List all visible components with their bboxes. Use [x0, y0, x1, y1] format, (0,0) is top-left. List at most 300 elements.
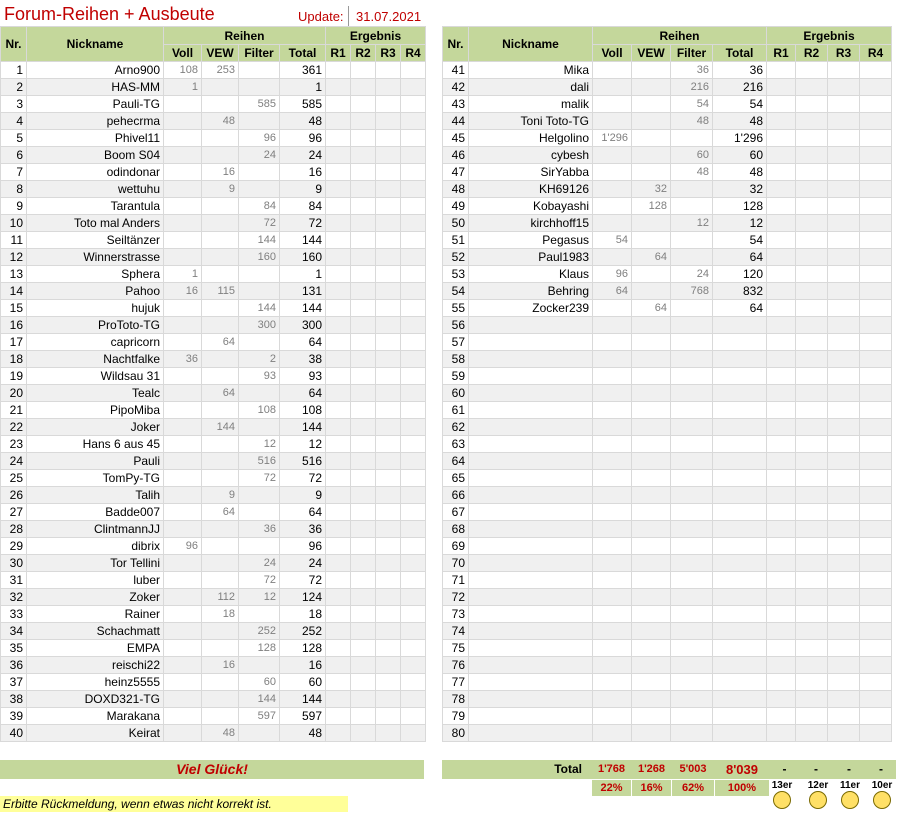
row-filter: [239, 504, 280, 521]
row-r1: [326, 504, 351, 521]
row-r4: [401, 640, 426, 657]
row-r3: [828, 283, 860, 300]
row-filter: 54: [671, 96, 713, 113]
row-filter: 516: [239, 453, 280, 470]
row-vew: 253: [202, 62, 239, 79]
row-nickname: Nachtfalke: [27, 351, 164, 368]
table-spacer-row: [443, 742, 892, 759]
row-nr: 64: [443, 453, 469, 470]
row-vew: 128: [632, 198, 671, 215]
row-r2: [796, 351, 828, 368]
row-r2: [351, 215, 376, 232]
row-nr: 46: [443, 147, 469, 164]
row-r4: [860, 419, 892, 436]
row-r1: [326, 62, 351, 79]
row-voll: [164, 725, 202, 742]
row-filter: 144: [239, 691, 280, 708]
table-row: [443, 232, 892, 249]
row-nr: 72: [443, 589, 469, 606]
row-nickname: capricorn: [27, 334, 164, 351]
row-nr: 39: [1, 708, 27, 725]
table-row: [1, 385, 426, 402]
row-r1: [326, 164, 351, 181]
row-nickname: Kobayashi: [469, 198, 593, 215]
row-vew: [632, 232, 671, 249]
row-voll: [593, 521, 632, 538]
row-r4: [860, 96, 892, 113]
row-r2: [351, 113, 376, 130]
row-r2: [796, 691, 828, 708]
row-voll: [593, 640, 632, 657]
table-row: [443, 198, 892, 215]
row-vew: [632, 402, 671, 419]
row-r3: [828, 606, 860, 623]
row-total: [713, 317, 767, 334]
table-row: [1, 181, 426, 198]
row-vew: [202, 232, 239, 249]
row-r2: [796, 198, 828, 215]
row-vew: [632, 266, 671, 283]
row-r1: [767, 623, 796, 640]
row-r1: [326, 708, 351, 725]
row-voll: 108: [164, 62, 202, 79]
row-r4: [401, 623, 426, 640]
row-vew: [202, 147, 239, 164]
row-filter: [671, 708, 713, 725]
row-vew: 48: [202, 113, 239, 130]
row-vew: [632, 504, 671, 521]
row-r2: [796, 385, 828, 402]
table-row: [443, 504, 892, 521]
row-vew: [632, 606, 671, 623]
row-total: 16: [280, 657, 326, 674]
row-voll: 36: [164, 351, 202, 368]
row-r3: [376, 79, 401, 96]
row-voll: [164, 113, 202, 130]
row-total: 597: [280, 708, 326, 725]
row-r4: [401, 266, 426, 283]
row-nickname: Keirat: [27, 725, 164, 742]
row-total: [713, 419, 767, 436]
row-total: 54: [713, 232, 767, 249]
row-voll: [164, 232, 202, 249]
row-r3: [828, 419, 860, 436]
row-vew: [632, 691, 671, 708]
row-r3: [376, 62, 401, 79]
row-r2: [351, 317, 376, 334]
row-r4: [401, 402, 426, 419]
row-vew: [202, 130, 239, 147]
row-r3: [828, 453, 860, 470]
row-total: [713, 606, 767, 623]
row-nickname: [469, 402, 593, 419]
row-vew: [632, 589, 671, 606]
table-row: [1, 232, 426, 249]
row-nickname: Seiltänzer: [27, 232, 164, 249]
row-r1: [767, 283, 796, 300]
row-filter: [239, 181, 280, 198]
row-r3: [376, 368, 401, 385]
row-r3: [376, 351, 401, 368]
row-vew: [632, 147, 671, 164]
row-r3: [828, 623, 860, 640]
row-voll: [593, 334, 632, 351]
row-nr: 32: [1, 589, 27, 606]
row-r2: [351, 555, 376, 572]
row-filter: 160: [239, 249, 280, 266]
row-vew: [202, 538, 239, 555]
row-nickname: Toni Toto-TG: [469, 113, 593, 130]
row-voll: [593, 657, 632, 674]
row-nickname: Boom S04: [27, 147, 164, 164]
row-nickname: odindonar: [27, 164, 164, 181]
row-r1: [326, 147, 351, 164]
spacer-cell: [239, 742, 280, 759]
row-nickname: Marakana: [27, 708, 164, 725]
row-nickname: Joker: [27, 419, 164, 436]
col-r3: R3: [828, 45, 860, 62]
row-filter: [239, 79, 280, 96]
row-voll: [593, 351, 632, 368]
row-nr: 11: [1, 232, 27, 249]
row-r1: [767, 147, 796, 164]
table-row: [1, 572, 426, 589]
row-total: 36: [280, 521, 326, 538]
row-vew: [202, 708, 239, 725]
row-r3: [376, 453, 401, 470]
row-nr: 34: [1, 623, 27, 640]
table-row: [1, 300, 426, 317]
row-r2: [796, 470, 828, 487]
row-filter: [671, 623, 713, 640]
spacer-cell: [280, 742, 326, 759]
row-total: [713, 470, 767, 487]
row-nr: 29: [1, 538, 27, 555]
col-group-reihen: Reihen: [593, 27, 767, 45]
table-row: [1, 470, 426, 487]
row-r3: [828, 589, 860, 606]
row-voll: [593, 487, 632, 504]
row-total: 48: [280, 725, 326, 742]
table-row: [1, 317, 426, 334]
row-voll: [164, 674, 202, 691]
row-nr: 47: [443, 164, 469, 181]
table-row: [1, 640, 426, 657]
col-nr: Nr.: [443, 27, 469, 62]
row-voll: [164, 708, 202, 725]
row-filter: 93: [239, 368, 280, 385]
row-r2: [796, 215, 828, 232]
row-nickname: [469, 674, 593, 691]
table-row: [1, 334, 426, 351]
row-vew: [202, 249, 239, 266]
row-total: [713, 589, 767, 606]
row-total: 144: [280, 300, 326, 317]
row-voll: [164, 589, 202, 606]
row-r1: [326, 657, 351, 674]
table-row: [443, 96, 892, 113]
row-voll: [164, 606, 202, 623]
row-r2: [796, 164, 828, 181]
row-voll: [164, 164, 202, 181]
row-vew: [202, 96, 239, 113]
row-total: 64: [713, 249, 767, 266]
row-voll: [593, 79, 632, 96]
row-vew: [202, 402, 239, 419]
row-nickname: [469, 385, 593, 402]
row-r4: [860, 708, 892, 725]
row-total: 36: [713, 62, 767, 79]
row-r2: [351, 470, 376, 487]
row-r1: [767, 130, 796, 147]
row-r3: [376, 317, 401, 334]
row-r1: [326, 402, 351, 419]
row-filter: 216: [671, 79, 713, 96]
row-r2: [351, 164, 376, 181]
row-r3: [828, 504, 860, 521]
row-vew: [632, 725, 671, 742]
trophy-11er-label: 11er: [839, 780, 861, 791]
row-r4: [401, 283, 426, 300]
row-r3: [828, 691, 860, 708]
row-nickname: hujuk: [27, 300, 164, 317]
row-r2: [796, 623, 828, 640]
row-nr: 7: [1, 164, 27, 181]
row-vew: [632, 164, 671, 181]
row-nr: 37: [1, 674, 27, 691]
spacer-cell: [828, 742, 860, 759]
col-r1: R1: [326, 45, 351, 62]
totals-voll: 1'768: [597, 763, 626, 775]
row-voll: [593, 113, 632, 130]
row-vew: [632, 368, 671, 385]
row-r2: [351, 419, 376, 436]
row-r4: [860, 317, 892, 334]
table-row: [1, 266, 426, 283]
row-voll: [164, 334, 202, 351]
spacer-cell: [593, 742, 632, 759]
row-nickname: [469, 606, 593, 623]
table-row: [443, 487, 892, 504]
row-nr: 42: [443, 79, 469, 96]
row-vew: 64: [632, 249, 671, 266]
row-r4: [860, 300, 892, 317]
rows-table-left: [0, 26, 426, 759]
row-r3: [828, 317, 860, 334]
table-row: [1, 521, 426, 538]
row-vew: [202, 300, 239, 317]
smiley-icon: [773, 791, 791, 809]
totals-label: Total: [554, 762, 582, 776]
row-r1: [326, 419, 351, 436]
row-r2: [351, 62, 376, 79]
row-r3: [376, 283, 401, 300]
row-r1: [326, 623, 351, 640]
spacer-cell: [164, 742, 202, 759]
col-r4: R4: [860, 45, 892, 62]
spacer-cell: [469, 742, 593, 759]
row-vew: [632, 470, 671, 487]
row-filter: [671, 606, 713, 623]
row-r1: [326, 385, 351, 402]
row-filter: [671, 232, 713, 249]
totals-r3: -: [847, 762, 851, 776]
spacer-cell: [796, 742, 828, 759]
row-voll: [164, 300, 202, 317]
row-voll: [164, 385, 202, 402]
row-nr: 66: [443, 487, 469, 504]
table-row: [1, 130, 426, 147]
row-nr: 67: [443, 504, 469, 521]
row-nickname: [469, 419, 593, 436]
row-voll: [164, 657, 202, 674]
row-vew: [202, 368, 239, 385]
row-r2: [351, 249, 376, 266]
row-nickname: [469, 487, 593, 504]
row-r2: [351, 487, 376, 504]
row-total: 64: [280, 334, 326, 351]
row-r3: [376, 266, 401, 283]
row-r2: [796, 62, 828, 79]
row-total: 48: [713, 113, 767, 130]
row-vew: [202, 453, 239, 470]
row-nickname: heinz5555: [27, 674, 164, 691]
row-filter: [671, 555, 713, 572]
row-r2: [796, 504, 828, 521]
table-row: [1, 504, 426, 521]
table-row: [1, 691, 426, 708]
row-r2: [796, 453, 828, 470]
row-r2: [796, 436, 828, 453]
row-vew: [632, 317, 671, 334]
col-total: Total: [280, 45, 326, 62]
row-r2: [796, 538, 828, 555]
table-row: [443, 62, 892, 79]
row-r1: [767, 300, 796, 317]
row-filter: 108: [239, 402, 280, 419]
row-r3: [376, 657, 401, 674]
table-row: [443, 283, 892, 300]
totals-vew: 1'268: [637, 763, 666, 775]
row-r1: [326, 198, 351, 215]
row-vew: [202, 351, 239, 368]
row-r4: [401, 62, 426, 79]
row-r4: [860, 351, 892, 368]
row-r2: [351, 708, 376, 725]
row-filter: 84: [239, 198, 280, 215]
row-nickname: [469, 351, 593, 368]
totals-r1: -: [782, 762, 787, 776]
table-row: [1, 453, 426, 470]
row-nr: 77: [443, 674, 469, 691]
header-divider: [348, 6, 349, 26]
row-total: [713, 334, 767, 351]
row-r4: [401, 589, 426, 606]
row-voll: [593, 725, 632, 742]
row-nickname: Hans 6 aus 45: [27, 436, 164, 453]
row-nickname: Tor Tellini: [27, 555, 164, 572]
row-voll: [593, 249, 632, 266]
row-nickname: ProToto-TG: [27, 317, 164, 334]
row-voll: [164, 572, 202, 589]
feedback-note: Erbitte Rückmeldung, wenn etwas nicht korrekt ist.: [0, 796, 348, 812]
row-voll: [593, 215, 632, 232]
row-voll: 64: [593, 283, 632, 300]
row-nr: 55: [443, 300, 469, 317]
row-r1: [326, 215, 351, 232]
row-r4: [860, 487, 892, 504]
row-vew: [632, 385, 671, 402]
row-vew: 48: [202, 725, 239, 742]
row-r2: [796, 674, 828, 691]
row-nr: 10: [1, 215, 27, 232]
col-nickname: Nickname: [27, 27, 164, 62]
row-nr: 18: [1, 351, 27, 368]
table-row: [1, 164, 426, 181]
row-filter: [239, 725, 280, 742]
row-total: 9: [280, 487, 326, 504]
row-voll: [164, 317, 202, 334]
row-r2: [796, 130, 828, 147]
table-row: [443, 521, 892, 538]
col-group-reihen: Reihen: [164, 27, 326, 45]
row-r3: [376, 402, 401, 419]
row-r2: [351, 640, 376, 657]
row-nr: 63: [443, 436, 469, 453]
row-total: 120: [713, 266, 767, 283]
row-total: [713, 725, 767, 742]
row-vew: 64: [202, 385, 239, 402]
row-total: [713, 640, 767, 657]
row-voll: [593, 300, 632, 317]
row-nickname: [469, 504, 593, 521]
spacer-cell: [632, 742, 671, 759]
row-filter: 48: [671, 164, 713, 181]
row-r3: [828, 215, 860, 232]
row-r3: [828, 487, 860, 504]
row-r2: [796, 266, 828, 283]
table-row: [443, 164, 892, 181]
row-filter: 12: [239, 589, 280, 606]
table-row: [443, 436, 892, 453]
row-r1: [326, 725, 351, 742]
row-r4: [860, 521, 892, 538]
row-r4: [401, 368, 426, 385]
row-total: [713, 555, 767, 572]
row-r2: [796, 589, 828, 606]
row-r1: [326, 640, 351, 657]
row-r4: [860, 147, 892, 164]
row-vew: 144: [202, 419, 239, 436]
row-voll: 16: [164, 283, 202, 300]
totals-total: 8'039: [725, 762, 758, 777]
row-filter: 60: [239, 674, 280, 691]
row-filter: [671, 130, 713, 147]
table-row: [443, 640, 892, 657]
table-row: [1, 436, 426, 453]
row-nickname: Phivel11: [27, 130, 164, 147]
row-voll: [593, 402, 632, 419]
row-r1: [326, 351, 351, 368]
row-r3: [376, 504, 401, 521]
table-row: [443, 368, 892, 385]
row-voll: [164, 402, 202, 419]
row-nr: 14: [1, 283, 27, 300]
row-nr: 3: [1, 96, 27, 113]
row-r4: [401, 504, 426, 521]
row-nickname: pehecrma: [27, 113, 164, 130]
row-r4: [860, 368, 892, 385]
